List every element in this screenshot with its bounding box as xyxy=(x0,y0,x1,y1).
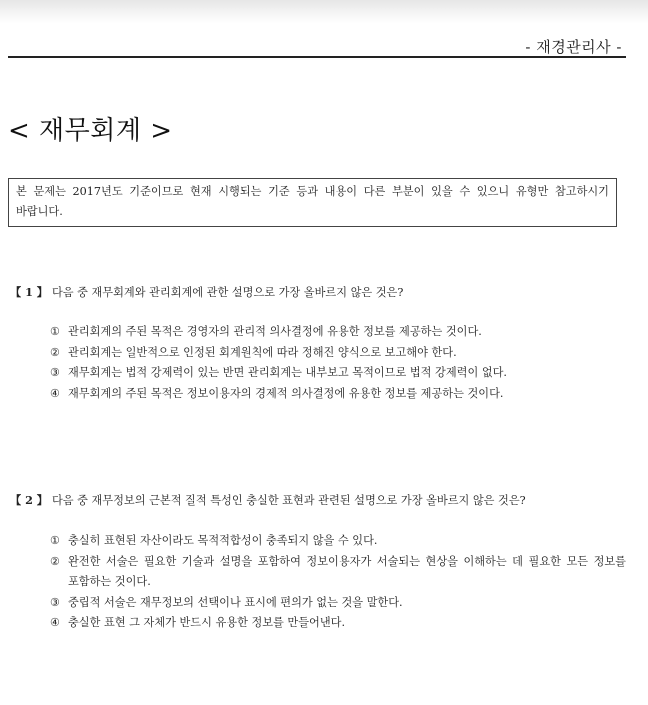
option-item xyxy=(50,343,626,364)
option-item xyxy=(50,322,626,343)
option-item xyxy=(50,613,626,634)
question-1-options xyxy=(50,322,626,404)
option-marker: ② xyxy=(50,345,61,359)
option-item xyxy=(50,363,626,384)
option-text: 관리회계는 일반적으로 인정된 회계원칙에 따라 정해진 양식으로 보고해야 한다. xyxy=(68,345,457,359)
option-marker: ③ xyxy=(50,366,61,379)
option-item xyxy=(50,593,626,614)
section-title: < 재무회계 > xyxy=(8,116,173,146)
option-item xyxy=(50,531,626,552)
option-marker: ④ xyxy=(50,616,61,629)
option-text: 충실히 표현된 자산이라도 목적적합성이 충족되지 않을 수 있다. xyxy=(68,534,378,547)
question-number: 【 1 】 xyxy=(10,285,48,299)
notice-box xyxy=(8,178,617,227)
question-text: 다음 중 재무정보의 근본적 질적 특성인 충실한 표현과 관련된 설명으로 가장 올바르지 않은 것은? xyxy=(51,494,526,507)
option-text: 관리회계의 주된 목적은 경영자의 관리적 의사결정에 유용한 정보를 제공하는 것이다. xyxy=(68,325,482,338)
option-marker: ② xyxy=(50,554,61,568)
header-divider xyxy=(8,56,626,58)
option-text: 충실한 표현 그 자체가 반드시 유용한 정보를 만들어낸다. xyxy=(68,616,346,629)
option-marker: ④ xyxy=(50,386,61,400)
option-text: 완전한 서술은 필요한 기술과 설명을 포함하여 정보이용자가 서술되는 현상을 이해하는 데 필요한 모든 정보를 포함하는 것이다. xyxy=(68,554,626,588)
option-text: 재무회계는 법적 강제력이 있는 반면 관리회계는 내부보고 목적이므로 법적 강제력이 없다. xyxy=(68,366,507,379)
question-2 xyxy=(10,492,526,509)
option-text: 재무회계의 주된 목적은 정보이용자의 경제적 의사결정에 유용한 정보를 제공하는 것이다. xyxy=(68,386,504,400)
question-2-options xyxy=(50,531,626,634)
option-item xyxy=(50,552,626,593)
option-marker: ③ xyxy=(50,595,61,609)
question-text: 다음 중 재무회계와 관리회계에 관한 설명으로 가장 올바르지 않은 것은? xyxy=(51,286,404,299)
option-marker: ① xyxy=(50,325,61,338)
notice-text: 본 문제는 2017년도 기준이므로 현재 시행되는 기준 등과 내용이 다른 부분이 있을 수 있으니 유형만 참고하시기 바랍니다. xyxy=(16,185,609,218)
header-title: - 재경관리사 - xyxy=(525,38,622,56)
option-marker: ① xyxy=(50,534,61,547)
question-1 xyxy=(10,284,403,301)
option-text: 중립적 서술은 재무정보의 선택이나 표시에 편의가 없는 것을 말한다. xyxy=(68,595,403,609)
option-item xyxy=(50,384,626,405)
question-number: 【 2 】 xyxy=(10,493,48,507)
top-shadow xyxy=(0,0,648,24)
